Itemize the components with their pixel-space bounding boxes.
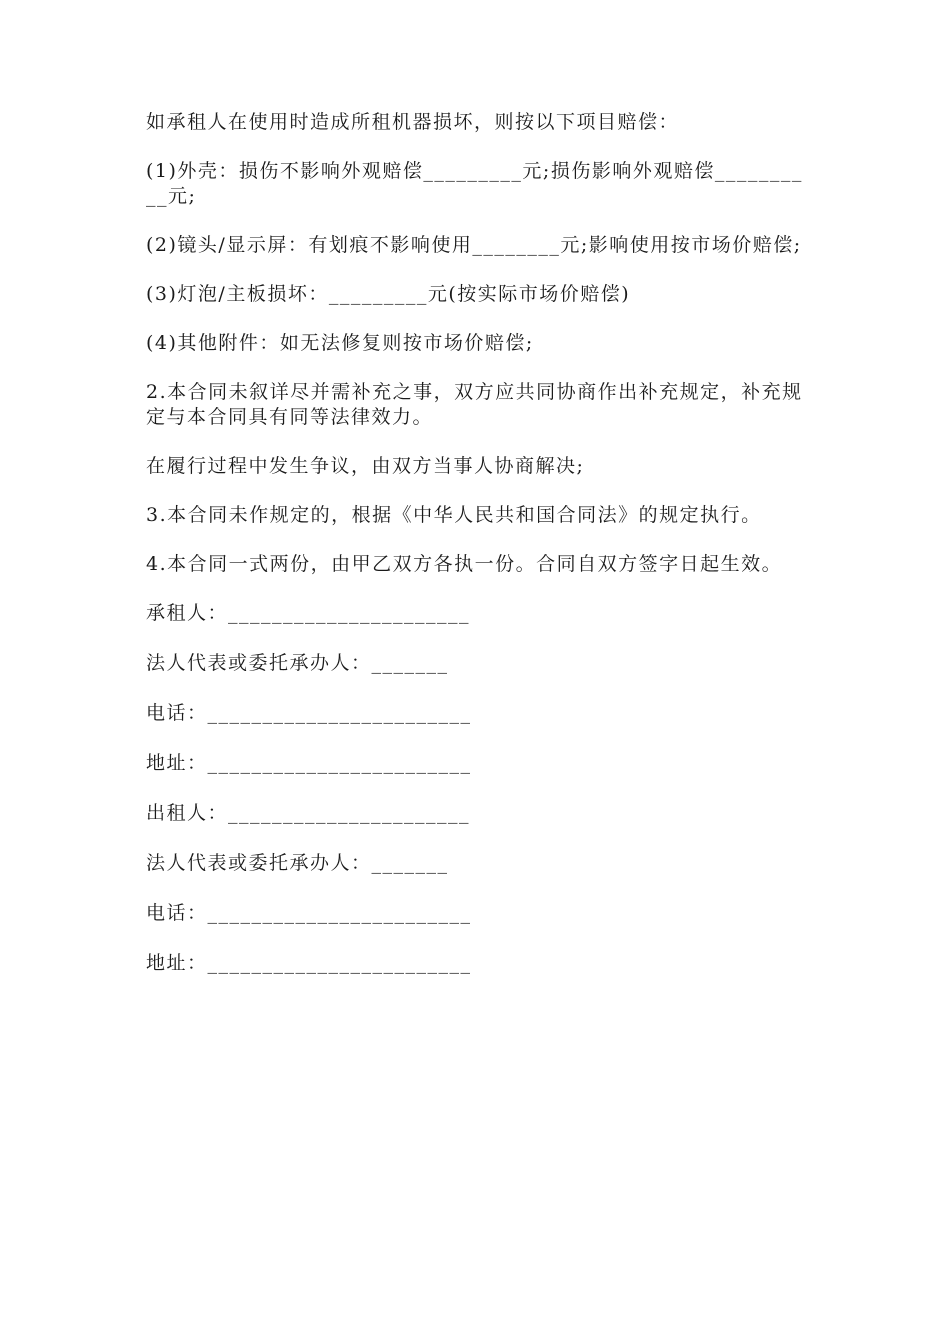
lessee-representative-line: 法人代表或委托承办人：_______ — [146, 652, 449, 674]
clause-2-lens-screen: (2)镜头/显示屏：有划痕不影响使用________元;影响使用按市场价赔偿; — [146, 234, 802, 256]
clause-3-bulb-board: (3)灯泡/主板损坏：_________元(按实际市场价赔偿) — [146, 283, 631, 305]
document-body — [146, 110, 810, 1001]
lessor-representative-line: 法人代表或委托承办人：_______ — [146, 852, 449, 874]
clause-1-casing: (1)外壳：损伤不影响外观赔偿_________元;损伤影响外观赔偿__________元; — [146, 160, 803, 207]
article-4-copies: 4.本合同一式两份，由甲乙双方各执一份。合同自双方签字日起生效。 — [146, 553, 783, 575]
intro-paragraph: 如承租人在使用时造成所租机器损坏，则按以下项目赔偿： — [146, 111, 680, 133]
lessor-signature-line: 出租人：______________________ — [146, 802, 471, 824]
article-3-law: 3.本合同未作规定的，根据《中华人民共和国合同法》的规定执行。 — [146, 504, 762, 526]
article-2-supplement: 2.本合同未叙详尽并需补充之事，双方应共同协商作出补充规定，补充规定与本合同具有同等法律效力。 — [146, 381, 803, 428]
lessee-signature-line: 承租人：______________________ — [146, 602, 471, 624]
lessee-address-line: 地址：________________________ — [146, 752, 472, 774]
clause-4-accessories: (4)其他附件：如无法修复则按市场价赔偿; — [146, 332, 534, 354]
lessor-address-line: 地址：________________________ — [146, 952, 472, 974]
lessee-phone-line: 电话：________________________ — [146, 702, 472, 724]
lessor-phone-line: 电话：________________________ — [146, 902, 472, 924]
dispute-paragraph: 在履行过程中发生争议，由双方当事人协商解决; — [146, 455, 585, 477]
